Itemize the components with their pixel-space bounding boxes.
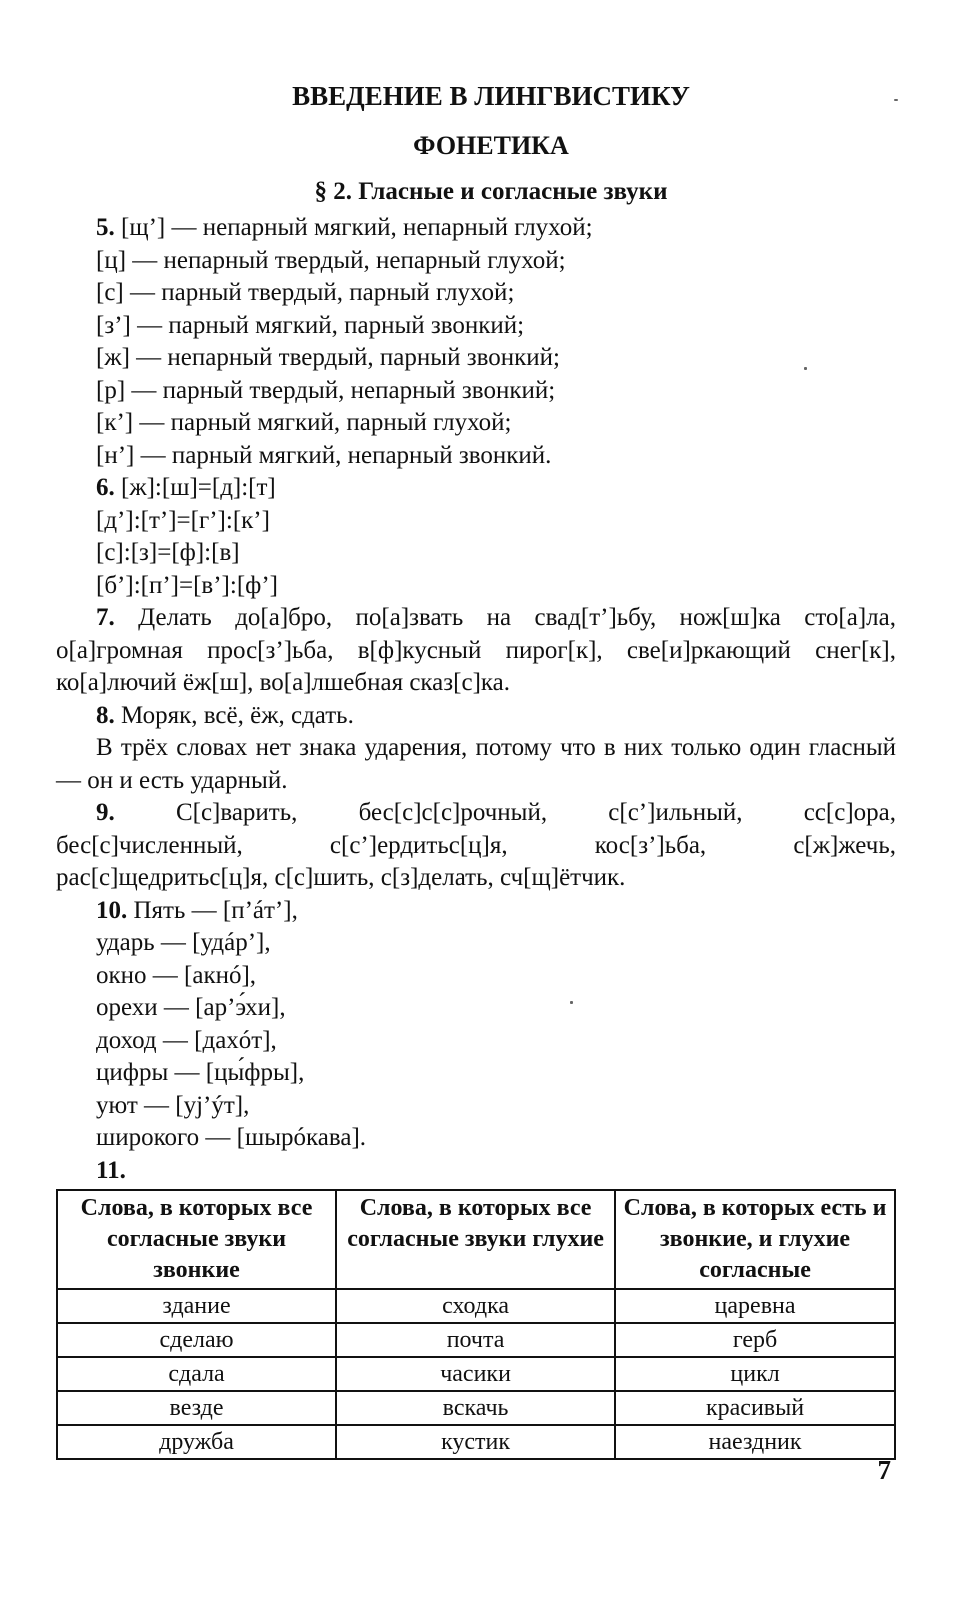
table-cell: герб bbox=[615, 1323, 895, 1357]
exercise-9-line: 9. С[с]варить, бес[с]с[с]рочный, с[с’]ильный, сс[с]ора, bbox=[96, 799, 896, 826]
exercise-6-line: 6. [ж]:[ш]=[д]:[т] bbox=[96, 474, 276, 501]
exercise-9-line: рас[с]щедритьс[ц]я, с[с]шить, с[з]делать, сч[щ]ётчик. bbox=[56, 864, 626, 891]
exercise-number: 11. bbox=[96, 1156, 126, 1184]
exercise-5 bbox=[56, 212, 896, 472]
exercise-10-line: орехи — [ар’э́хи], bbox=[96, 994, 286, 1021]
exercise-5-line: [ц] — непарный твердый, непарный глухой; bbox=[96, 246, 566, 274]
table-row bbox=[57, 1425, 895, 1459]
table-cell: вскачь bbox=[336, 1391, 615, 1425]
table-cell: почта bbox=[336, 1323, 615, 1357]
exercise-7-text: Делать до[а]бро, по[а]звать на свад[т’]ьбу, нож[ш]ка сто[а]ла, о[а]громная прос[з’]ьба, в[ф]кусный пирог[к], све[и]ркающий снег[к], ко[а]лючий ёж[ш], во[а]лшебная сказ[с]ка. bbox=[56, 604, 896, 696]
table-row bbox=[57, 1391, 895, 1425]
column-header-voiced: Слова, в которых все согласные звуки звонкие bbox=[57, 1190, 336, 1289]
exercise-5-line: [з’] — парный мягкий, парный звонкий; bbox=[96, 311, 525, 339]
table-cell: дружба bbox=[57, 1425, 336, 1459]
table-row bbox=[57, 1323, 895, 1357]
exercise-10 bbox=[56, 895, 896, 1155]
exercise-5-line: 5. [щ’] — непарный мягкий, непарный глухой; bbox=[96, 214, 593, 241]
exercise-5-line: [к’] — парный мягкий, парный глухой; bbox=[96, 409, 512, 436]
exercise-10-line: уют — [уj’ýт], bbox=[96, 1091, 250, 1119]
exercise-5-line: [с] — парный твердый, парный глухой; bbox=[96, 279, 515, 306]
page-title: ВВЕДЕНИЕ В ЛИНГВИСТИКУ bbox=[292, 81, 690, 111]
page-number: 7 bbox=[877, 1455, 891, 1485]
exercise-10-line: доход — [дахóт], bbox=[96, 1026, 277, 1054]
table-cell: сдала bbox=[57, 1357, 336, 1391]
column-header-voiceless: Слова, в которых все согласные звуки глухие bbox=[336, 1190, 615, 1289]
table-cell: кустик bbox=[336, 1425, 615, 1459]
exercise-number: 10. bbox=[96, 896, 128, 924]
exercise-10-line: 10. Пять — [п’áт’], bbox=[96, 896, 298, 924]
table-cell: везде bbox=[57, 1391, 336, 1425]
exercise-5-line: [ж] — непарный твердый, парный звонкий; bbox=[96, 344, 560, 371]
exercise-6 bbox=[56, 472, 896, 602]
scan-speck bbox=[570, 1001, 573, 1004]
exercise-number: 5. bbox=[96, 214, 115, 241]
words-table bbox=[56, 1189, 896, 1460]
exercise-8-text: Моряк, всё, ёж, сдать. bbox=[121, 701, 354, 729]
exercise-5-line: [р] — парный твердый, непарный звонкий; bbox=[96, 376, 556, 404]
column-header-mixed: Слова, в которых есть и звонкие, и глухие согласные bbox=[615, 1190, 895, 1289]
scan-speck bbox=[804, 367, 807, 370]
table-cell: царевна bbox=[615, 1289, 895, 1323]
exercise-6-line: [д’]:[т’]=[г’]:[к’] bbox=[96, 506, 270, 534]
exercise-5-line: [н’] — парный мягкий, непарный звонкий. bbox=[96, 441, 552, 469]
exercise-7 bbox=[56, 602, 896, 700]
exercise-number: 7. bbox=[96, 604, 115, 631]
scan-speck bbox=[894, 99, 898, 101]
table-header-row bbox=[57, 1190, 895, 1289]
exercise-number: 8. bbox=[96, 701, 115, 729]
table-cell: сделаю bbox=[57, 1323, 336, 1357]
exercise-9-line: бес[с]численный, с[с’]ердитьс[ц]я, кос[з’]ьба, с[ж]жечь, bbox=[56, 831, 896, 859]
table-cell: часики bbox=[336, 1357, 615, 1391]
exercise-10-line: окно — [акнó], bbox=[96, 961, 257, 989]
exercise-6-line: [с]:[з]=[ф]:[в] bbox=[96, 539, 240, 566]
exercise-number: 6. bbox=[96, 474, 115, 501]
exercise-8-explanation: В трёх словах нет знака ударения, потому что в них только один гласный — он и есть ударный. bbox=[56, 734, 896, 794]
exercise-8 bbox=[56, 700, 896, 733]
exercise-10-line: цифры — [цы́фры], bbox=[96, 1059, 305, 1086]
table-cell: наездник bbox=[615, 1425, 895, 1459]
table-cell: здание bbox=[57, 1289, 336, 1323]
table-cell: сходка bbox=[336, 1289, 615, 1323]
page-content bbox=[56, 76, 896, 1460]
table-cell: цикл bbox=[615, 1357, 895, 1391]
exercise-10-line: широкого — [шырóкава]. bbox=[96, 1124, 367, 1151]
exercise-10-line: ударь — [удáр’], bbox=[96, 929, 271, 956]
exercise-6-line: [б’]:[п’]=[в’]:[ф’] bbox=[96, 571, 278, 599]
chapter-title: ФОНЕТИКА bbox=[413, 131, 569, 160]
table-row bbox=[57, 1357, 895, 1391]
table-row bbox=[57, 1289, 895, 1323]
section-title: § 2. Гласные и согласные звуки bbox=[314, 178, 668, 205]
exercise-number: 9. bbox=[96, 799, 115, 826]
table-cell: красивый bbox=[615, 1391, 895, 1425]
